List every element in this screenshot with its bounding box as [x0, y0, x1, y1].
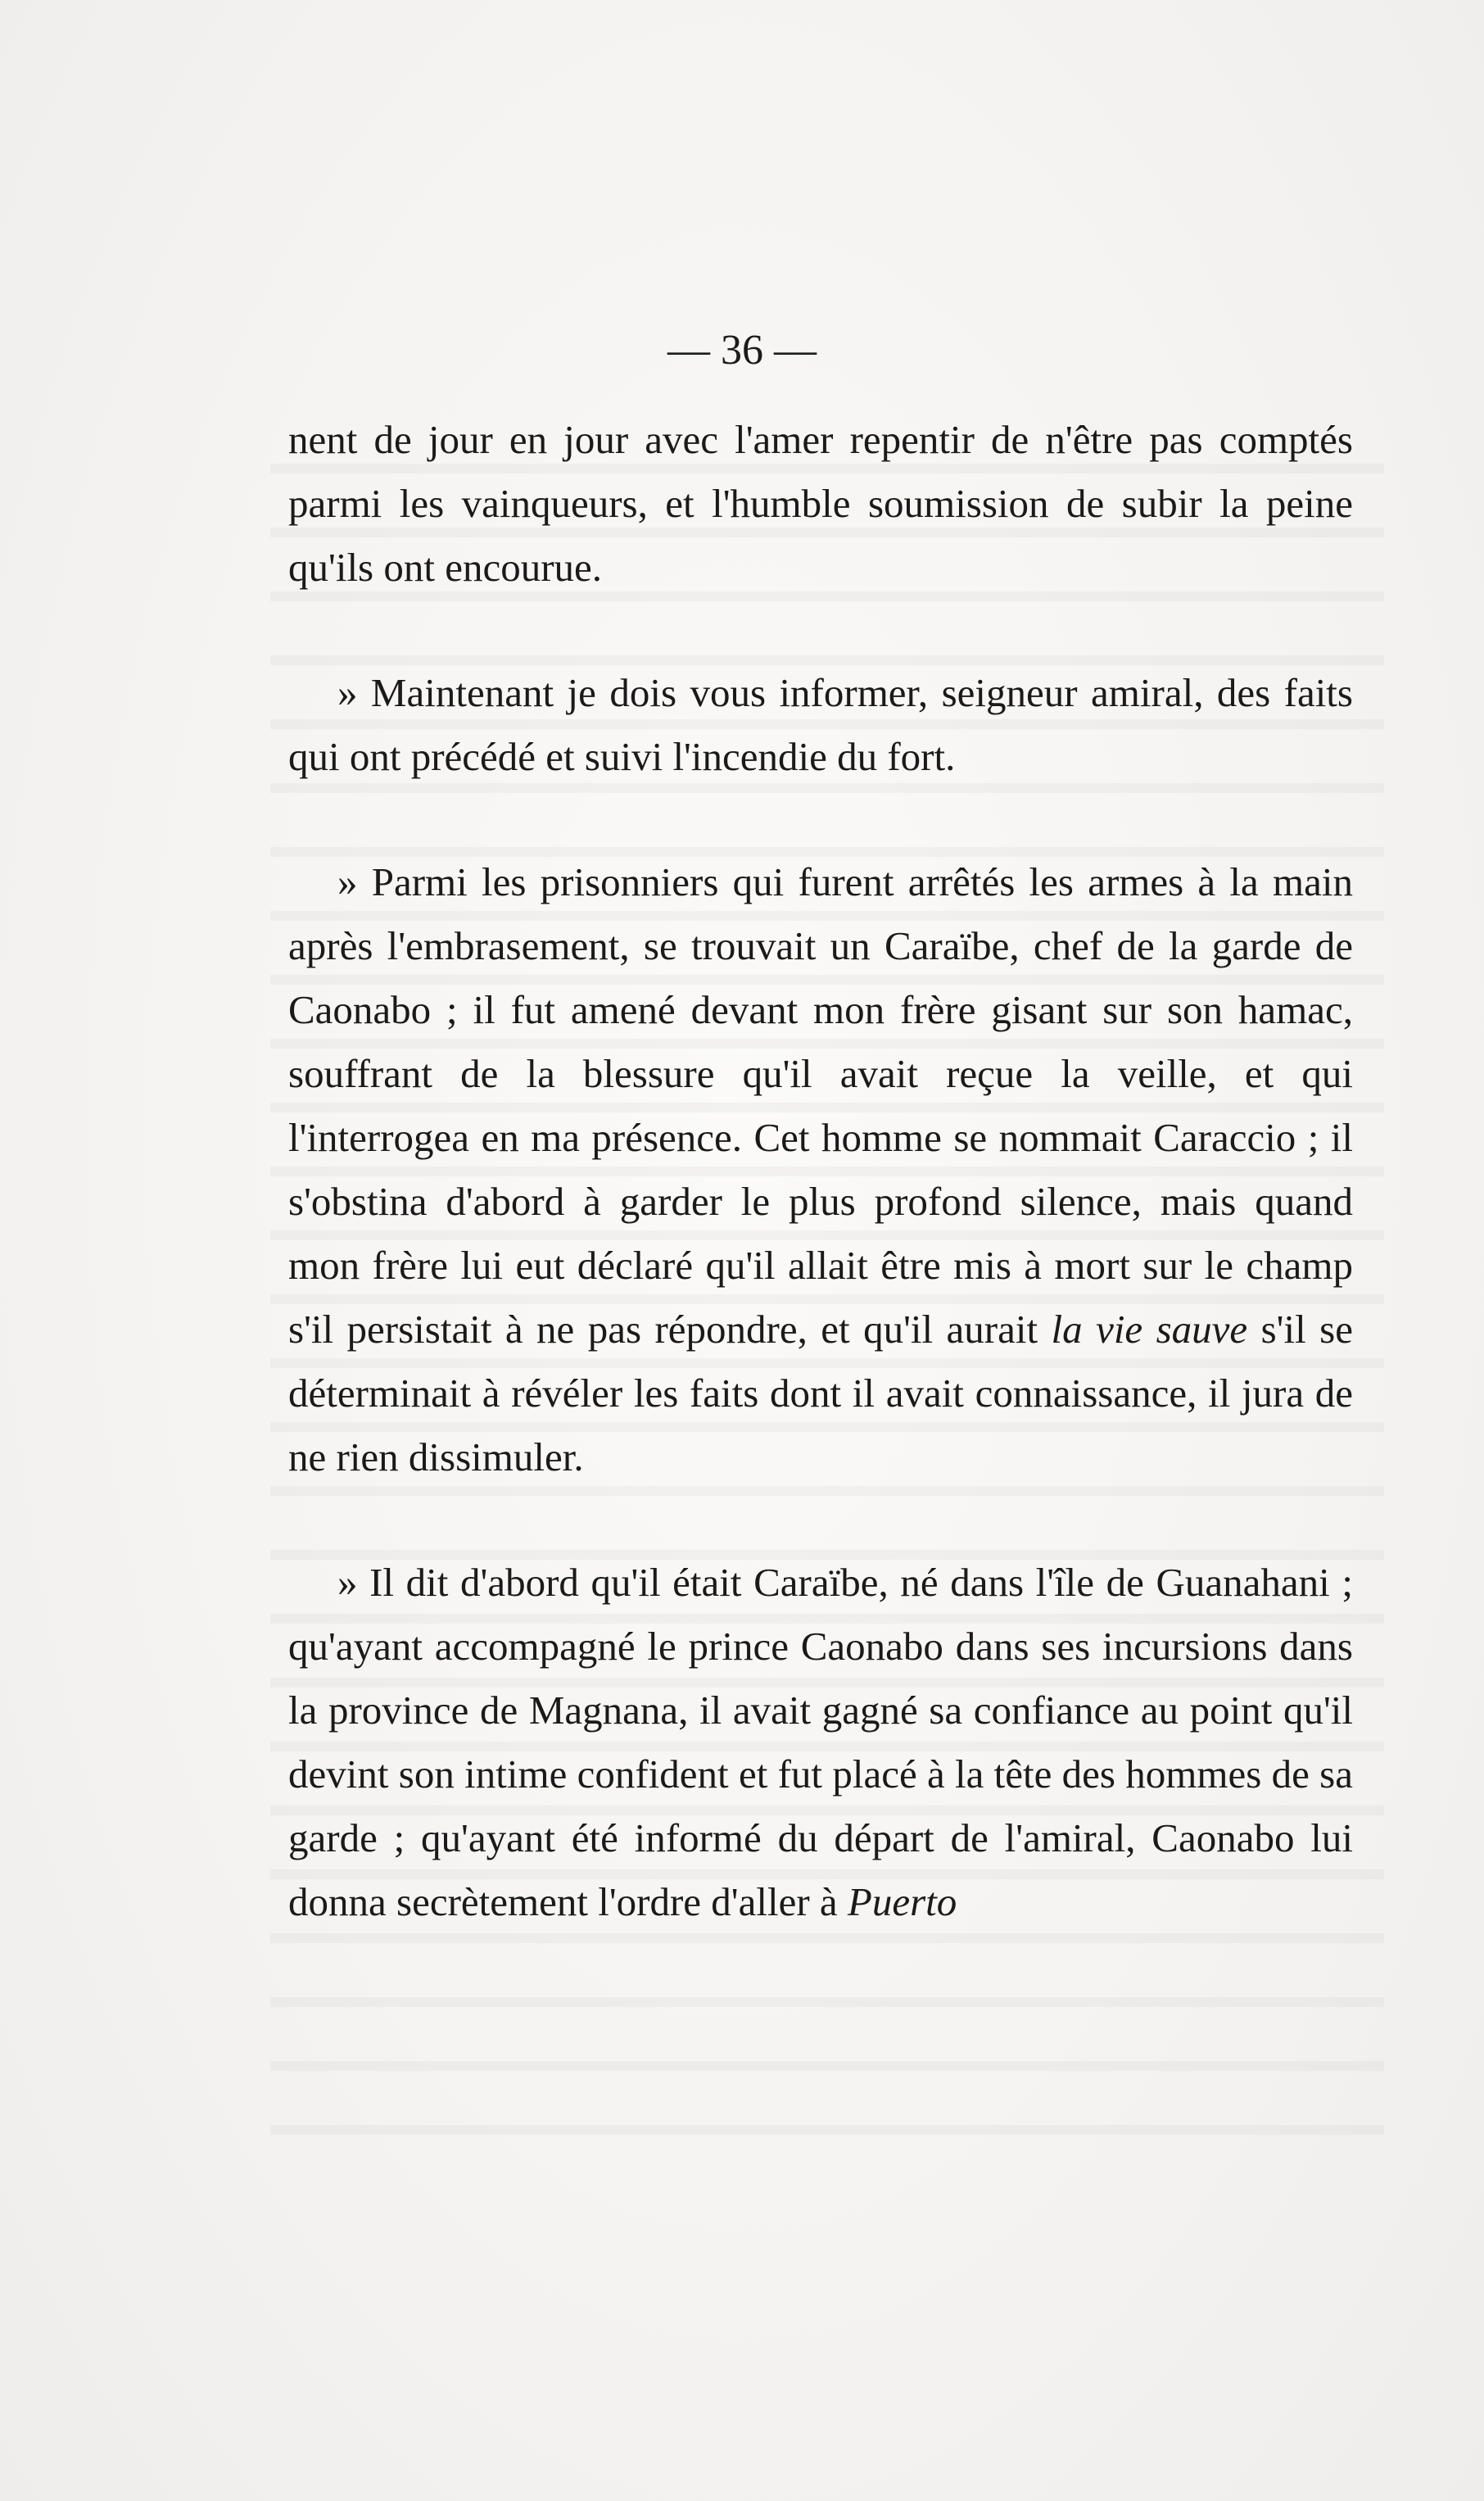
paragraph-1-text: nent de jour en jour avec l'amer repentir de n'être pas comptés parmi les vainqueurs, et l'humble soumission de subir la peine qu'ils ont encourue.	[288, 417, 1353, 590]
paragraph-3-italic: la vie sauve	[1051, 1307, 1248, 1352]
body-text	[288, 408, 1353, 1934]
paragraph-3-text: » Parmi les prisonniers qui furent arrêtés les armes à la main après l'embrasement, se trouvait un Caraïbe, chef de la garde de Caonabo ; il fut amené devant mon frère gisant sur son hamac, souffrant de la blessure qu'il avait reçue la veille, et qui l'interrogea en ma présence. Cet homme se nommait Caraccio ; il s'obstina d'abord à garder le plus profond silence, mais quand mon frère lui eut déclaré qu'il allait être mis à mort sur le champ s'il persistait à ne pas répondre, et qu'il aurait	[288, 859, 1353, 1352]
page-number: — 36 —	[667, 327, 817, 374]
paragraph-3-tail: s'il se déterminait à révéler les faits dont il avait connaissance, il jura de ne rien dissimuler.	[288, 1307, 1353, 1479]
paragraph-2	[288, 661, 1353, 789]
paragraph-4-italic: Puerto	[847, 1879, 957, 1924]
paragraph-1	[288, 408, 1353, 600]
paragraph-2-text: » Maintenant je dois vous informer, seigneur amiral, des faits qui ont précédé et suivi l'incendie du fort.	[288, 670, 1353, 779]
paragraph-3	[288, 850, 1353, 1489]
paragraph-4-text: » Il dit d'abord qu'il était Caraïbe, né dans l'île de Guanahani ; qu'ayant accompagné le prince Caonabo dans ses incursions dans la province de Magnana, il avait gagné sa confiance au point qu'il devint son intime confident et fut placé à la tête des hommes de sa garde ; qu'ayant été informé du départ de l'amiral, Caonabo lui donna secrètement l'ordre d'aller à	[288, 1560, 1353, 1924]
paragraph-4	[288, 1551, 1353, 1934]
